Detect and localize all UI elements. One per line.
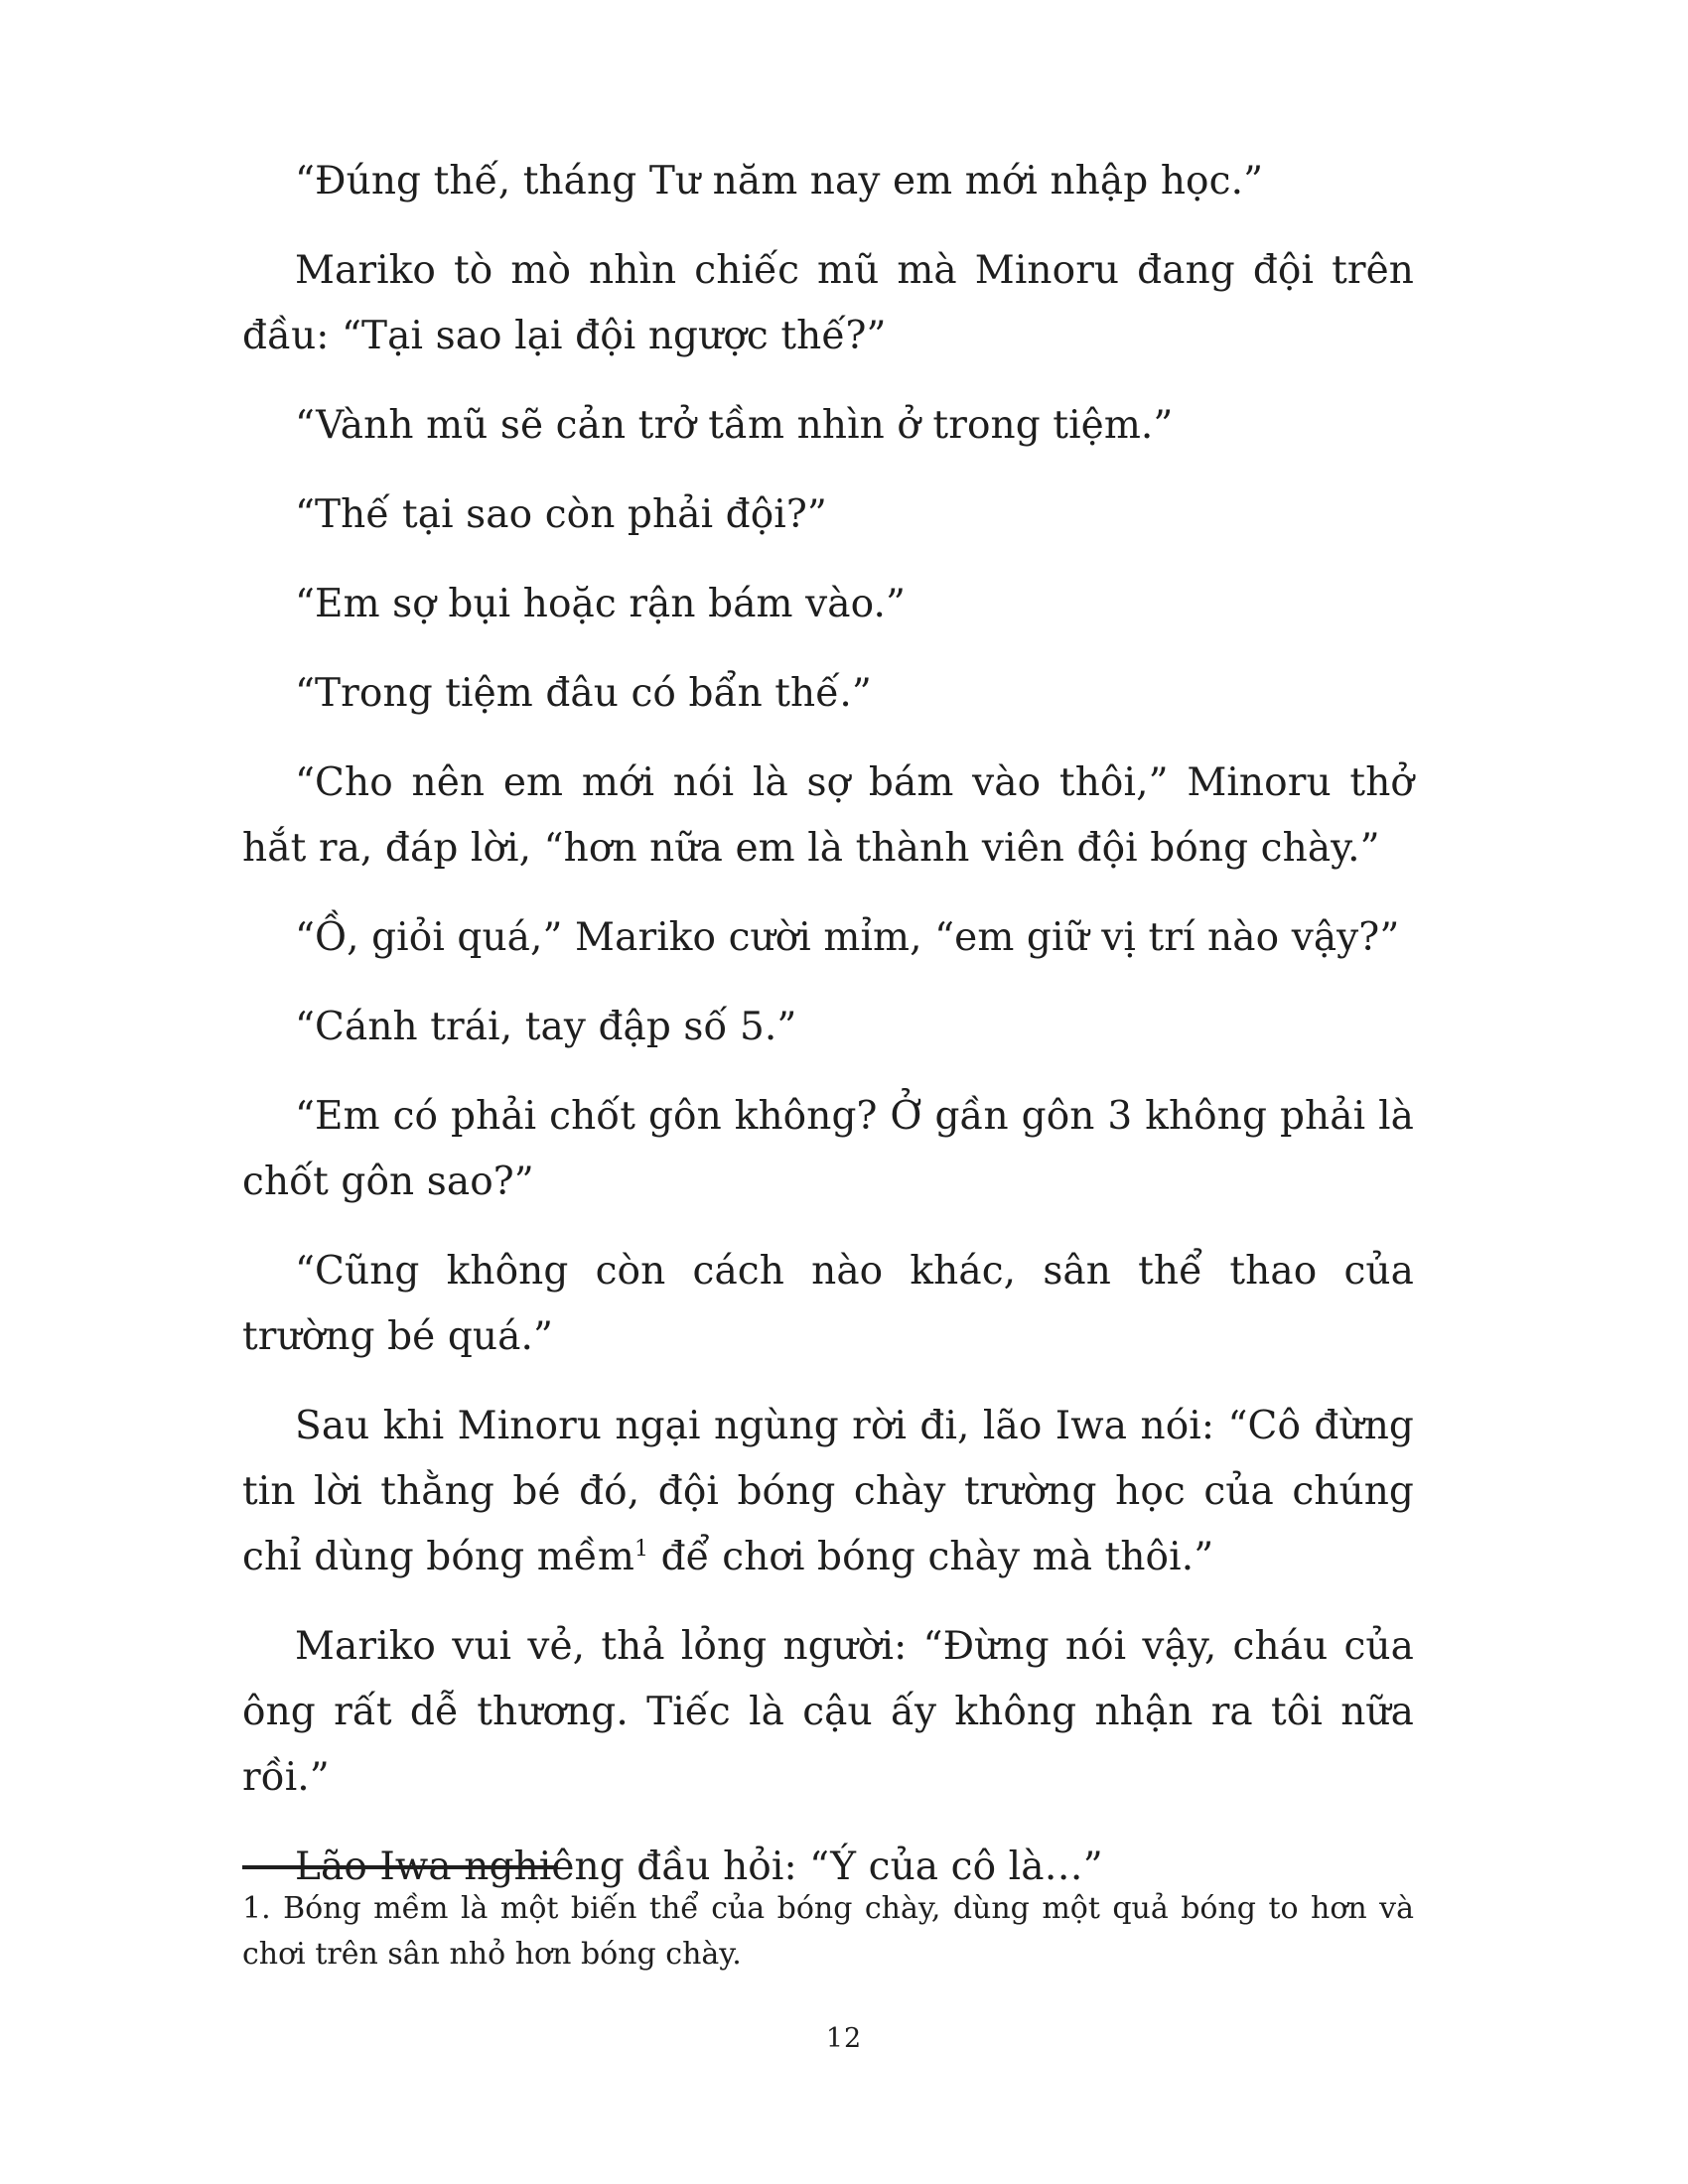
paragraph: “Ồ, giỏi quá,” Mariko cười mỉm, “em giữ vị trí nào vậy?”: [295, 915, 1400, 960]
paragraph: Lão Iwa nghiêng đầu hỏi: “Ý của cô là…”: [295, 1844, 1103, 1889]
paragraph: “Cánh trái, tay đập số 5.”: [295, 1005, 797, 1049]
body-text: [242, 149, 1414, 1924]
footnote-marker: 1: [633, 1537, 649, 1562]
page-number: 12: [825, 2023, 863, 2054]
footnote: 1. Bóng mềm là một biến thể của bóng chày, dùng một quả bóng to hơn và chơi trên sân nhỏ hơn bóng chày.: [242, 1891, 1414, 1972]
paragraph: Mariko tò mò nhìn chiếc mũ mà Minoru đang đội trên đầu: “Tại sao lại đội ngược thế?”: [242, 248, 1414, 358]
paragraph: “Đúng thế, tháng Tư năm nay em mới nhập học.”: [295, 159, 1264, 204]
footnote-divider: [242, 1865, 558, 1869]
paragraph: “Thế tại sao còn phải đội?”: [295, 492, 827, 537]
paragraph: “Cũng không còn cách nào khác, sân thể thao của trường bé quá.”: [242, 1249, 1414, 1359]
paragraph-with-footnote: [242, 1394, 1414, 1590]
paragraph: “Trong tiệm đâu có bẩn thế.”: [295, 671, 872, 716]
paragraph-text: Sau khi Minoru ngại ngùng rời đi, lão Iwa nói: “Cô đừng tin lời thằng bé đó, đội bóng chày trường học của chúng chỉ dùng bóng mềm: [242, 1404, 1414, 1579]
paragraph: “Cho nên em mới nói là sợ bám vào thôi,” Minoru thở hắt ra, đáp lời, “hơn nữa em là thành viên đội bóng chày.”: [242, 760, 1414, 871]
paragraph: “Vành mũ sẽ cản trở tầm nhìn ở trong tiệm.”: [295, 403, 1174, 448]
paragraph: “Em sợ bụi hoặc rận bám vào.”: [295, 582, 907, 626]
paragraph: Mariko vui vẻ, thả lỏng người: “Đừng nói vậy, cháu của ông rất dễ thương. Tiếc là cậu ấy không nhận ra tôi nữa rồi.”: [242, 1624, 1414, 1800]
paragraph: “Em có phải chốt gôn không? Ở gần gôn 3 không phải là chốt gôn sao?”: [242, 1094, 1414, 1204]
paragraph-text: để chơi bóng chày mà thôi.”: [648, 1535, 1214, 1579]
